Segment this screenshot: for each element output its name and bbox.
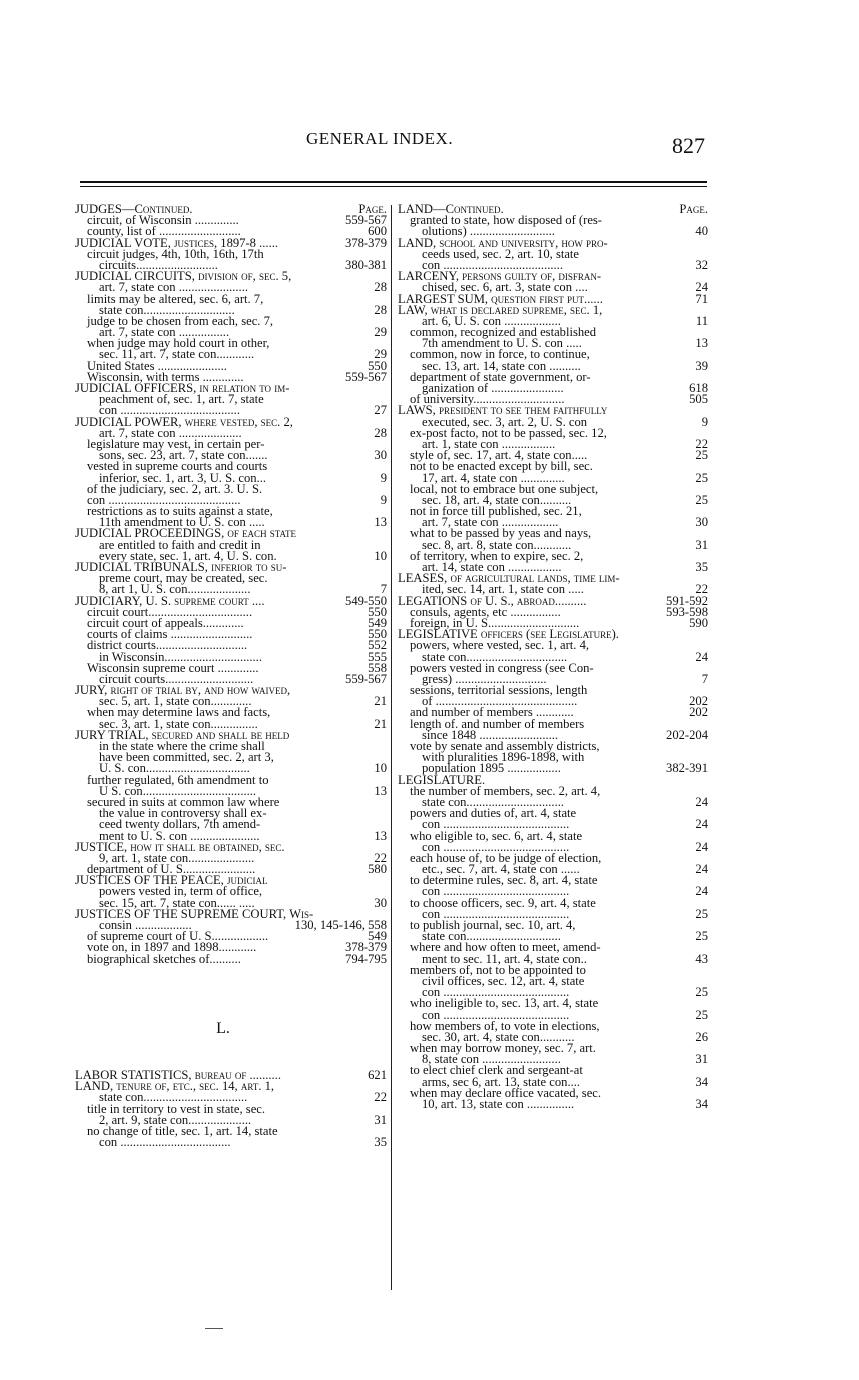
index-entry-text: ceed twenty dollars, 7th amend-	[99, 817, 261, 832]
index-entry-page: 22	[374, 850, 387, 865]
index-entry-page: 7	[701, 671, 708, 686]
index-entry-text: sec. 3, art. 1, state con...............	[99, 716, 258, 731]
page-number: 827	[672, 133, 705, 158]
index-entry-page: 10	[374, 761, 387, 776]
index-entry-page: 590	[689, 615, 708, 630]
index-entry-page: 22	[695, 436, 708, 451]
index-entry-text: art. 1, state con .................	[422, 436, 556, 451]
index-entry-text: members of, not to be appointed to	[410, 962, 586, 977]
index-entry-page: 552	[368, 638, 387, 653]
index-entry-text: not in force till published, sec. 21,	[410, 504, 582, 519]
index-entry-page: 22	[374, 1090, 387, 1105]
index-entry-text: LAW, what is declared supreme, sec. 1,	[398, 302, 603, 317]
index-entry-text: sons, sec. 23, art. 7, state con.......	[99, 448, 268, 463]
index-entry-text: LARCENY, persons guilty of, disfran-	[398, 269, 602, 284]
index-entry-text: powers vested in congress (see Con-	[410, 660, 594, 675]
index-entry-text: not to be enacted except by bill, sec.	[410, 459, 593, 474]
index-entry-text: con ........................................	[422, 1007, 570, 1022]
index-entry-text: arms, sec 6, art. 13, state con....	[422, 1074, 581, 1089]
index-entry-page: 24	[695, 884, 708, 899]
index-entry-text: title in territory to vest in state, sec.	[87, 1101, 266, 1116]
index-entry-page: 10	[374, 548, 387, 563]
index-entry-page: 27	[374, 403, 387, 418]
index-entry-page: 11	[695, 313, 708, 328]
index-entry-text: JURY, right of trial by, and how waived,	[75, 683, 291, 698]
index-entry-page: 29	[374, 325, 387, 340]
index-entry-text: LEGATIONS of U. S., abroad..........	[398, 593, 587, 608]
index-entry-text: LEGISLATURE.	[398, 772, 486, 787]
index-entry-text: are entitled to faith and credit in	[99, 537, 261, 552]
index-entry-page: 618	[689, 381, 708, 395]
index-entry-page: 13	[374, 783, 387, 798]
index-entry	[75, 1137, 387, 1148]
index-entry-page: 28	[374, 280, 387, 295]
index-entry-text: have been committed, sec. 2, art 3,	[99, 750, 274, 765]
index-entry-text: LAWS, president to see them faithfully	[398, 403, 608, 418]
index-entry-page: 22	[695, 582, 708, 597]
index-entry-page: Page.	[679, 202, 708, 216]
index-entry-text: powers, where vested, sec. 1, art. 4,	[410, 638, 590, 653]
index-entry-text: courts of claims ..........................	[87, 627, 253, 642]
index-entry-text: art. 7, state con ......................	[99, 280, 248, 295]
index-entry-page: 29	[374, 347, 387, 362]
index-entry-page: 558	[368, 660, 387, 675]
index-entry-text: sec. 30, art. 4, state con...........	[422, 1029, 575, 1044]
index-entry-text: legislature may vest, in certain per-	[87, 436, 265, 451]
index-entry-text: state con.............................	[99, 302, 235, 317]
index-entry-text: ex-post facto, not to be passed, sec. 12,	[410, 425, 607, 440]
index-entry-text: since 1848 .........................	[422, 727, 559, 742]
index-entry-text: state con...............................	[422, 794, 565, 809]
index-entry-text: state con..............................	[422, 929, 561, 944]
index-entry-text: when judge may hold court in other,	[87, 336, 270, 351]
index-entry-page: 25	[695, 492, 708, 507]
index-entry-text: ceeds used, sec. 2, art. 10, state	[422, 246, 580, 261]
index-entry-page: 24	[695, 649, 708, 664]
index-entry-page: 34	[695, 1074, 708, 1089]
index-entry-page: 202	[689, 705, 708, 720]
index-column-right	[398, 204, 708, 1110]
index-entry-text: consin ..................	[99, 918, 192, 932]
index-entry-text: LEASES, of agricultural lands, time lim-	[398, 571, 620, 586]
index-entry-text: LAND, school and university, how pro-	[398, 235, 608, 250]
index-entry-text: foreign, in U. S.............................	[410, 615, 580, 630]
index-entry-text: each house of, to be judge of election,	[410, 850, 602, 865]
index-entry-text: the number of members, sec. 2, art. 4,	[410, 783, 601, 798]
index-entry-text: judge to be chosen from each, sec. 7,	[87, 313, 274, 328]
index-entry-text: U. S. con.................................	[99, 761, 250, 776]
index-entry-text: state con.................................	[99, 1090, 248, 1105]
index-entry-text: LARGEST SUM, question first put......	[398, 291, 603, 306]
index-entry-page: 30	[374, 448, 387, 463]
index-entry-text: LAND, tenure of, etc., sec. 14, art. 1,	[75, 1079, 275, 1094]
index-entry-page: 794-795	[345, 951, 387, 966]
index-entry-text: vote on, in 1897 and 1898............	[87, 940, 257, 955]
index-entry-text: circuit court of appeals.............	[87, 615, 244, 630]
index-entry-text: where and how often to meet, amend-	[410, 940, 601, 955]
index-entry-text: 10, art. 13, state con ...............	[422, 1097, 575, 1111]
index-entry-text: limits may be altered, sec. 6, art. 7,	[87, 291, 264, 306]
index-entry-text: JUDICIAL VOTE, justices, 1897-8 ......	[75, 235, 279, 250]
index-entry-page: 25	[695, 448, 708, 463]
index-entry-text: local, not to embrace but one subject,	[410, 481, 599, 496]
index-entry-text: with pluralities 1896-1898, with	[422, 750, 585, 765]
index-entry-text: executed, sec. 3, art. 2, U. S. con	[422, 414, 588, 429]
index-entry-page: 202-204	[666, 727, 708, 742]
index-entry-text: JUDICIAL OFFICERS, in relation to im-	[75, 381, 290, 395]
index-entry-text: circuit court.................................	[87, 604, 253, 619]
index-entry-page: 130, 145-146, 558	[294, 918, 387, 932]
index-entry-text: common, recognized and established	[410, 325, 597, 340]
index-entry-page: 550	[368, 358, 387, 373]
index-entry-text: of university.............................	[410, 392, 565, 407]
index-entry-text: con ......................................	[99, 403, 240, 418]
index-entry-text: art. 7, state con ................	[99, 325, 230, 340]
index-entry-text: art. 6, U. S. con ..................	[422, 313, 561, 328]
index-entry-page: 24	[695, 862, 708, 877]
index-entry-page: 71	[695, 291, 708, 306]
index-entry-page: 549-550	[345, 593, 387, 608]
index-entry-text: United States ......................	[87, 358, 227, 373]
index-entry-page: 31	[374, 1112, 387, 1127]
index-entry-page: 43	[695, 951, 708, 966]
index-entry-page: 7	[380, 582, 387, 597]
index-entry-text: JUDICIARY, U. S. supreme court ....	[75, 593, 265, 608]
section-letter-l: L.	[216, 1019, 230, 1037]
index-entry-text: JUSTICES OF THE PEACE, judicial	[75, 873, 268, 888]
index-entry-text: powers vested in, term of office,	[99, 884, 263, 899]
index-entry-page: 555	[368, 649, 387, 664]
index-entry-text: art. 7, state con ....................	[99, 425, 242, 440]
index-entry-text: con ........................................	[422, 839, 570, 854]
index-entry-page: 580	[368, 862, 387, 877]
index-list-l-continued	[398, 204, 708, 1110]
index-entry-text: LABOR STATISTICS, bureau of ..........	[75, 1067, 281, 1082]
index-entry-page: 378-379	[345, 235, 387, 250]
index-entry-text: county, list of ..........................	[87, 224, 241, 239]
index-entry-text: circuit courts............................	[99, 671, 254, 686]
index-entry-text: further regulated, 6th amendment to	[87, 772, 269, 787]
index-entry-text: 8, art 1, U. S. con....................	[99, 582, 251, 597]
index-entry-text: JUDICIAL POWER, where vested, sec. 2,	[75, 414, 293, 429]
index-entry-page: 25	[695, 906, 708, 921]
index-entry-text: LAND—Continued.	[398, 202, 504, 216]
index-entry-text: vested in supreme courts and courts	[87, 459, 268, 474]
index-entry-text: style of, sec. 17, art. 4, state con.....	[410, 448, 588, 463]
index-entry-text: to determine rules, sec. 8, art. 4, state	[410, 873, 598, 888]
index-entry-text: ment to sec. 11, art. 4, state con..	[422, 951, 587, 966]
index-entry-page: 26	[695, 1029, 708, 1044]
index-entry-text: of the judiciary, sec. 2, art. 3. U. S.	[87, 481, 263, 496]
index-entry-page: 34	[695, 1097, 708, 1111]
index-entry-page: 559-567	[345, 369, 387, 384]
index-entry-text: JURY TRIAL, secured and shall be held	[75, 727, 290, 742]
index-entry-text: to publish journal, sec. 10, art. 4,	[410, 918, 576, 932]
index-entry-text: district courts.............................	[87, 638, 248, 653]
index-entry-text: 17, art. 4, state con ..............	[422, 470, 565, 485]
index-entry-text: con ........................................	[422, 884, 570, 899]
index-entry-page: Page.	[358, 202, 387, 216]
index-entry-text: state con................................	[422, 649, 568, 664]
index-entry-text: JUSTICE, how it shall be obtained, sec.	[75, 839, 285, 854]
index-entry-page: 24	[695, 817, 708, 832]
index-entry-page: 39	[695, 358, 708, 373]
index-entry-page: 13	[695, 336, 708, 351]
index-entry-page: 550	[368, 604, 387, 619]
index-entry-text: in the state where the crime shall	[99, 739, 265, 753]
index-entry-text: con ...................................	[99, 1135, 231, 1150]
index-entry-text: con ..........................................	[87, 492, 241, 507]
index-entry-text: con ........................................	[422, 985, 570, 1000]
index-entry-text: Wisconsin supreme court .............	[87, 660, 259, 675]
column-divider	[391, 205, 392, 1290]
index-entry-text: JUDICIAL TRIBUNALS, inferior to su-	[75, 560, 287, 574]
index-entry-text: when may declare office vacated, sec.	[410, 1085, 602, 1100]
index-entry-text: 9, art. 1, state con.....................	[99, 850, 255, 865]
index-entry-text: sessions, territorial sessions, length	[410, 683, 588, 698]
index-entry-page: 25	[695, 929, 708, 944]
index-entry-page: 559-567	[345, 213, 387, 228]
index-entry-text: gress) .............................	[422, 671, 547, 686]
index-entry-page: 21	[374, 716, 387, 731]
index-entry-text: consuls, agents, etc ................	[410, 604, 561, 619]
index-entry-text: population 1895 .................	[422, 761, 561, 776]
index-entry-text: the value in controversy shall ex-	[99, 806, 267, 821]
index-entry-text: every state, sec. 1, art. 4, U. S. con.	[99, 548, 277, 563]
index-entry-text: in Wisconsin...............................	[99, 649, 262, 664]
header-rule-thick	[80, 181, 707, 183]
index-entry-text: 8, state con .........................	[422, 1052, 561, 1067]
index-entry-page: 380-381	[345, 257, 387, 272]
index-entry-text: who eligible to, sec. 6, art. 4, state	[410, 828, 583, 843]
index-entry-text: common, now in force, to continue,	[410, 347, 590, 362]
index-entry-page: 24	[695, 794, 708, 809]
index-entry-text: peachment of, sec. 1, art. 7, state	[99, 392, 264, 407]
index-entry-text: granted to state, how disposed of (res-	[410, 213, 603, 228]
index-entry-text: of .............................................	[422, 694, 578, 709]
index-entry-page: 600	[368, 224, 387, 239]
index-entry-text: civil offices, sec. 12, art. 4, state	[422, 973, 585, 988]
index-entry-text: when may determine laws and facts,	[87, 705, 271, 720]
index-entry-page: 9	[380, 470, 387, 485]
index-entry-text: 2, art. 9, state con....................	[99, 1112, 252, 1127]
index-entry-text: biographical sketches of..........	[87, 951, 241, 966]
index-entry-page: 24	[695, 839, 708, 854]
index-entry-page: 31	[695, 537, 708, 552]
index-entry-text: secured in suits at common law where	[87, 794, 280, 809]
index-entry-page: 24	[695, 280, 708, 295]
index-entry-text: JUDGES—Continued.	[75, 202, 193, 216]
index-entry-text: LEGISLATIVE officers (see Legislature).	[398, 627, 619, 642]
index-list-j	[75, 204, 387, 965]
index-entry-text: ited, sec. 14, art. 1, state con .....	[422, 582, 584, 597]
index-entry-page: 550	[368, 627, 387, 642]
index-entry-page: 593-598	[666, 604, 708, 619]
index-entry-text: con ........................................	[422, 817, 570, 832]
index-entry-text: sec. 8, art. 8, state con............	[422, 537, 572, 552]
index-entry-text: art. 7, state con ..................	[422, 515, 559, 530]
index-entry-page: 31	[695, 1052, 708, 1067]
index-entry-text: 7th amendment to U. S. con .....	[422, 336, 582, 351]
index-entry-text: sec. 5, art. 1, state con.............	[99, 694, 252, 709]
index-entry-text: of territory, when to expire, sec. 2,	[410, 548, 584, 563]
index-entry	[398, 1099, 708, 1110]
index-entry-text: to elect chief clerk and sergeant-at	[410, 1063, 583, 1078]
index-entry-text: who ineligible to, sec. 13, art. 4, state	[410, 996, 599, 1011]
index-entry-text: and number of members ............	[410, 705, 574, 720]
index-entry-page: 382-391	[666, 761, 708, 776]
index-entry-text: JUSTICES OF THE SUPREME COURT, Wis-	[75, 906, 314, 921]
index-entry-text: JUDICIAL PROCEEDINGS, of each state	[75, 526, 296, 541]
index-entry-text: ment to U. S. con ......................	[99, 828, 260, 843]
index-entry	[75, 951, 387, 966]
index-entry-page: 591-592	[666, 593, 708, 608]
index-entry-text: powers and duties of, art. 4, state	[410, 806, 577, 821]
index-entry-page: 378-379	[345, 940, 387, 955]
index-entry-page: 35	[374, 1135, 387, 1150]
index-entry-text: how members of, to vote in elections,	[410, 1018, 600, 1033]
index-entry-page: 25	[695, 470, 708, 485]
index-entry-page: 559-567	[345, 671, 387, 686]
index-entry-page: 30	[695, 515, 708, 530]
index-entry-text: length of. and number of members	[410, 716, 585, 731]
index-entry-page: 13	[374, 515, 387, 530]
index-entry-page: 549	[368, 929, 387, 944]
index-entry-text: no change of title, sec. 1, art. 14, state	[87, 1123, 278, 1138]
index-list-l	[75, 1067, 387, 1150]
index-entry-page: 202	[689, 694, 708, 709]
index-entry-text: department of state government, or-	[410, 369, 591, 384]
header-rule-thin	[80, 186, 707, 187]
index-entry-page: 30	[374, 895, 387, 910]
index-entry-text: sec. 15, art. 7, state con...... .....	[99, 895, 255, 910]
index-entry-page: 21	[374, 694, 387, 709]
index-entry-page: 505	[689, 392, 708, 407]
index-entry-text: art. 14, state con .................	[422, 560, 562, 574]
index-entry-text: Wisconsin, with terms .............	[87, 369, 244, 384]
index-entry-page: 9	[380, 492, 387, 507]
index-entry-text: sec. 18, art. 4, state con..........	[422, 492, 572, 507]
index-entry-text: of supreme court of U. S..................	[87, 929, 269, 944]
index-entry-page: 28	[374, 425, 387, 440]
footer-mark	[205, 1328, 223, 1329]
index-entry-text: JUDICIAL CIRCUITS, division of, sec. 5,	[75, 269, 292, 284]
index-entry-text: preme court, may be created, sec.	[99, 571, 268, 586]
index-entry-page: 40	[695, 224, 708, 239]
index-entry-text: when may borrow money, sec. 7, art.	[410, 1041, 596, 1056]
index-entry-text: ganization of .......................	[422, 381, 564, 395]
index-entry-text: inferior, sec. 1, art. 3, U. S. con...	[99, 470, 267, 485]
index-entry-text: U S. con....................................	[99, 783, 257, 798]
index-entry-text: con ........................................	[422, 906, 570, 921]
index-entry-text: vote by senate and assembly districts,	[410, 739, 600, 753]
index-entry-text: con ......................................	[422, 257, 563, 272]
index-entry-text: circuit judges, 4th, 10th, 16th, 17th	[87, 246, 264, 261]
index-entry-text: what to be passed by yeas and nays,	[410, 526, 592, 541]
index-entry-text: etc., sec. 7, art. 4, state con ......	[422, 862, 580, 877]
index-entry-text: circuit, of Wisconsin ..............	[87, 213, 239, 228]
index-entry-page: 621	[368, 1067, 387, 1082]
index-entry-page: 28	[374, 302, 387, 317]
index-entry-page: 25	[695, 985, 708, 1000]
index-entry-page: 35	[695, 560, 708, 574]
index-column-left	[75, 204, 387, 1148]
index-entry-text: olutions) ...........................	[422, 224, 555, 239]
index-entry-page: 13	[374, 828, 387, 843]
index-entry-text: circuits..........................	[99, 257, 218, 272]
index-entry-text: chised, sec. 6, art. 3, state con ....	[422, 280, 588, 295]
index-entry-text: to choose officers, sec. 9, art. 4, state	[410, 895, 596, 910]
index-entry-text: restrictions as to suits against a state,	[87, 504, 273, 519]
index-entry-page: 32	[695, 257, 708, 272]
index-entry-text: department of U. S.......................	[87, 862, 256, 877]
index-entry-page: 9	[701, 414, 708, 429]
index-entry-text: sec. 13, art. 14, state con ..........	[422, 358, 581, 373]
index-entry-text: 11th amendment to U. S. con .....	[99, 515, 265, 530]
page-title: GENERAL INDEX.	[306, 129, 454, 148]
index-entry-page: 25	[695, 1007, 708, 1022]
index-entry-text: sec. 11, art. 7, state con............	[99, 347, 255, 362]
index-entry-page: 549	[368, 615, 387, 630]
